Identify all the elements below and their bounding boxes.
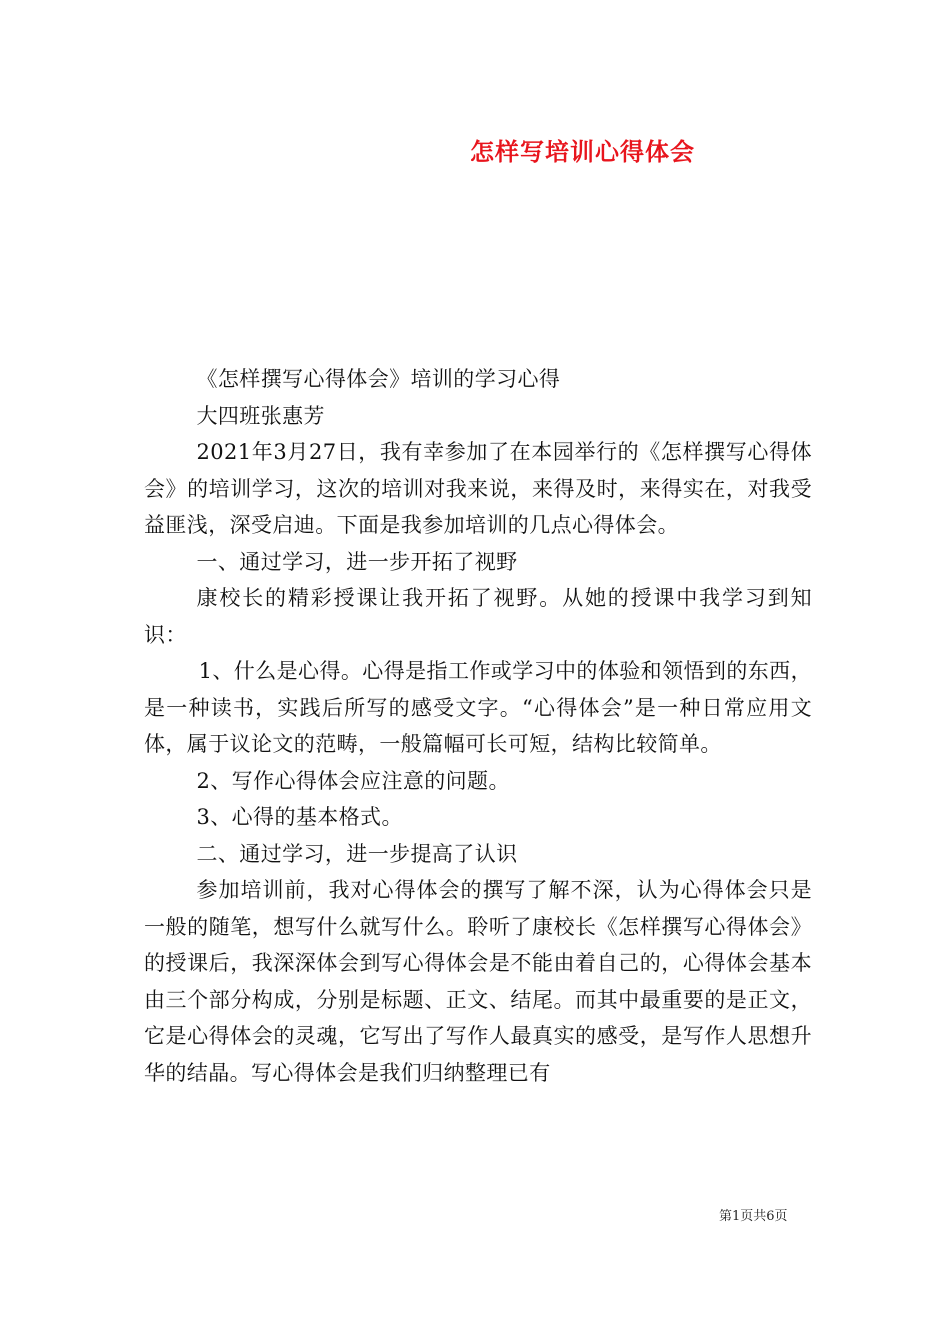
list-item-2: 2、写作心得体会应注意的问题。 xyxy=(196,768,510,793)
document-title: 怎样写培训心得体会 xyxy=(470,137,695,166)
section-heading-1: 一、通过学习，进一步开拓了视野 xyxy=(196,549,518,574)
subtitle-paragraph: 《怎样撰写心得体会》培训的学习心得 xyxy=(196,367,561,391)
document-body xyxy=(144,361,812,1091)
intro-paragraph: 2021年3月27日，我有幸参加了在本园举行的《怎样撰写心得体会》的培训学习，这次的培训对我来说，来得及时，来得实在，对我受益匪浅，深受启迪。下面是我参加培训的几点心得体会。 xyxy=(144,440,812,537)
section-heading-2: 二、通过学习，进一步提高了认识 xyxy=(196,841,518,866)
section-2-paragraph: 参加培训前，我对心得体会的撰写了解不深，认为心得体会只是一般的随笔，想写什么就写什么。聆听了康校长《怎样撰写心得体会》的授课后，我深深体会到写心得体会是不能由着自己的，心得体会基本由三个部分构成，分别是标题、正文、结尾。而其中最重要的是正文，它是心得体会的灵魂，它写出了写作人最真实的感受，是写作人思想升华的结晶。写心得体会是我们归纳整理已有 xyxy=(144,878,812,1085)
section-1-paragraph: 康校长的精彩授课让我开拓了视野。从她的授课中我学习到知识： xyxy=(144,586,812,647)
author-line: 大四班张惠芳 xyxy=(196,403,325,428)
list-item-1: 1、什么是心得。心得是指工作或学习中的体验和领悟到的东西，是一种读书，实践后所写的感受文字。“心得体会”是一种日常应用文体，属于议论文的范畴，一般篇幅可长可短，结构比较简单。 xyxy=(144,659,812,756)
list-item-3: 3、心得的基本格式。 xyxy=(196,805,403,829)
page-number: 第1页共6页 xyxy=(719,1209,788,1224)
